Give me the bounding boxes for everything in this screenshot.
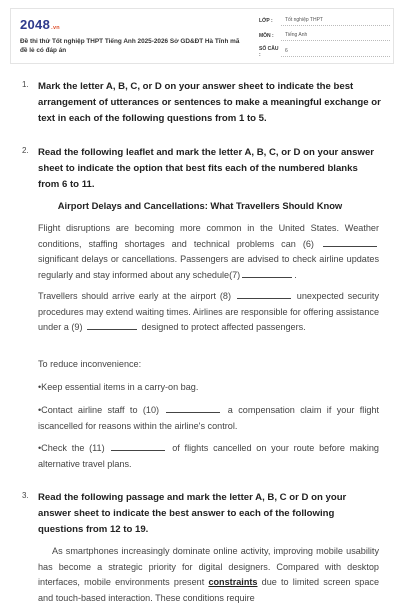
blank-6[interactable] xyxy=(323,245,377,247)
leaflet-text: designed to protect affected passengers. xyxy=(141,322,306,332)
meta-value: Tốt nghiệp THPT xyxy=(281,16,390,26)
leaflet-text: a compensation claim if your flight iscancelled for reasons within the airline's control. xyxy=(38,405,379,431)
meta-subject xyxy=(259,31,390,41)
passage-paragraph xyxy=(38,544,379,606)
exam-header xyxy=(10,8,394,64)
leaflet-bullet-1: •Keep essential items in a carry-on bag. xyxy=(38,382,199,392)
logo-text: 2048 xyxy=(20,17,51,32)
meta-class xyxy=(259,16,390,26)
question-instruction: Read the following passage and mark the letter A, B, C or D on your answer sheet to indicate the best answer to each of the following questions from 12 to 19. xyxy=(38,492,347,535)
blank-10[interactable] xyxy=(166,411,220,413)
leaflet-text: •Check the (11) xyxy=(38,443,105,453)
leaflet-text: Flight disruptions are becoming more common in the United States. Weather conditions, staffing shortages and technical problems can (6) xyxy=(38,223,379,249)
leaflet-text: of flights cancelled on your route before making alternative travel plans. xyxy=(38,443,379,469)
blank-7[interactable] xyxy=(242,276,292,278)
leaflet-paragraph-2 xyxy=(38,289,379,336)
question-number: 3. xyxy=(22,491,29,500)
blank-8[interactable] xyxy=(237,297,291,299)
leaflet-text: Travellers should arrive early at the airport (8) xyxy=(38,291,232,301)
leaflet-bullet-3 xyxy=(38,441,379,472)
question-number: 2. xyxy=(22,146,29,155)
leaflet-bullet-2 xyxy=(38,403,379,434)
logo-suffix: .vn xyxy=(51,25,60,31)
leaflet-intro-list: To reduce inconvenience: xyxy=(38,359,142,369)
leaflet-text: unexpected security procedures may extend waiting times. Airlines are responsible for offering assistance under a (9) xyxy=(38,291,379,332)
question-instruction: Mark the letter A, B, C, or D on your answer sheet to indicate the best arrangement of utterances or sentences to make a meaningful exchange or text in each of the following questions from 1 to 5. xyxy=(38,81,381,124)
site-logo[interactable] xyxy=(20,17,60,32)
question-instruction: Read the following leaflet and mark the letter A, B, C, or D on your answer sheet to indicate the option that best fits each of the numbered blanks from 6 to 11. xyxy=(38,147,375,190)
leaflet-text: •Contact airline staff to (10) xyxy=(38,405,160,415)
meta-label: SỐ CÂU : xyxy=(259,46,279,58)
highlighted-word: constraints xyxy=(208,577,258,587)
exam-title: Đề thi thử Tốt nghiệp THPT Tiếng Anh 2025-2026 Sở GD&ĐT Hà Tĩnh mã đề lẻ có đáp án xyxy=(20,38,240,54)
meta-value: 6 xyxy=(281,47,390,57)
leaflet-paragraph-1 xyxy=(38,221,379,283)
meta-question-count xyxy=(259,46,390,58)
question-number: 1. xyxy=(22,80,29,89)
meta-label: LỚP : xyxy=(259,18,273,24)
leaflet-text: significant delays or cancellations. Passengers are advised to check airline updates regularly and stay informed about any schedule(7) xyxy=(38,254,379,280)
meta-label: MÔN : xyxy=(259,33,274,39)
blank-9[interactable] xyxy=(87,328,137,330)
passage-text: As smartphones increasingly dominate online activity, improving mobile usability has become a strategic priority for digital designers. Compared with desktop interfaces, mobile environments present xyxy=(38,546,379,587)
leaflet-text: . xyxy=(294,269,297,280)
passage-text: due to limited screen space and touch-based interaction. These conditions require xyxy=(38,577,380,603)
blank-11[interactable] xyxy=(111,449,165,451)
leaflet-title: Airport Delays and Cancellations: What Travellers Should Know xyxy=(57,200,343,211)
meta-value: Tiếng Anh xyxy=(281,31,390,41)
